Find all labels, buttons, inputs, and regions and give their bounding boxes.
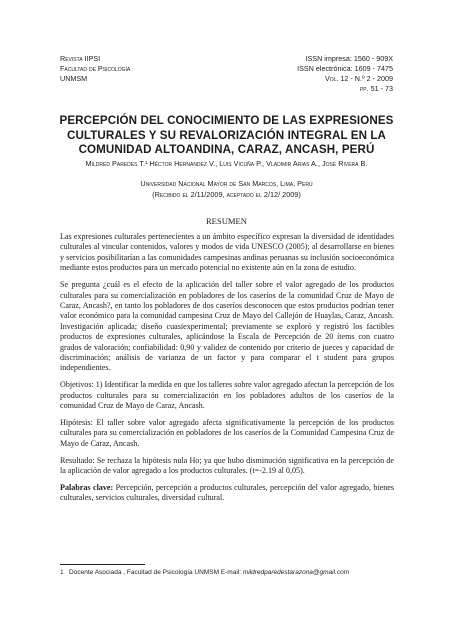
- abstract-paragraph-result: Resultado: Se rechaza la hipótesis nula Ho; ya que hubo disminución significativa en la percepción de la aplicación de valor agregado a los productos culturales. (t=-2.19 al 0,05).: [60, 455, 394, 476]
- keywords-label: Palabras clave:: [60, 483, 114, 493]
- volume-info: Vol. 12 - N.º 2 - 2009: [324, 74, 393, 83]
- received-dates: (Recibido el 2/11/2009, aceptado el 2/12/ 2009): [152, 189, 301, 199]
- footnote-email: mildredparedestarazona@gmail.com: [242, 569, 350, 576]
- abstract-paragraph-hypothesis: Hipótesis: El taller sobre valor agregado afecta significativamente la percepción de los productos culturales para su comercialización en pobladores de los caseríos de la Comunidad Campesina Cruz de Mayo de Caraz, Ancash.: [60, 418, 394, 448]
- affiliation: Universidad Nacional Mayor de San Marcos, Lima, Perú: [140, 179, 313, 188]
- abstract-body: [60, 232, 394, 510]
- keywords-text: Percepción, percepción a productos culturales, percepción del valor agregado, bienes culturales, servicios culturales, diversidad cultural.: [60, 483, 395, 503]
- header-left: [60, 54, 130, 84]
- page-range: pp. 51 - 73: [359, 84, 393, 93]
- footnote: [60, 569, 413, 576]
- keywords: [60, 483, 394, 504]
- abstract-paragraph-method: Se pregunta ¿cuál es el efecto de la aplicación del taller sobre el valor agregado de los productos culturales para su comercialización en pobladores de los caseríos de la comunidad Cruz de Mayo de Caraz, Ancash?, en tanto los pobladores de dos caseríos desconocen que estos productos podrían tener valor económico para la comunidad campesina Cruz de Mayo del Callejón de Huaylas, Caraz, Ancash. Investigación aplicada; diseño cuasiexperimental; previamente se exploró y registró los factibles productos de expresiones culturales, aplicándose la Escala de Percepción de 20 ítems con cuatro grados de valoración; confiabilidad: 0,90 y validez de contenido por criterio de jueces y capacidad de discriminación; análisis de varianza de un factor y para comparar el t student para grupos independientes.: [60, 280, 394, 373]
- affiliation-block: [60, 179, 393, 200]
- abstract-heading: RESUMEN: [205, 216, 248, 226]
- journal-header: [60, 54, 393, 94]
- header-right: [297, 54, 393, 94]
- journal-name: Revista IIPSI: [60, 54, 101, 63]
- footnote-text: Docente Asociada , Facultad de Psicología UNMSM E-mail:: [69, 569, 243, 576]
- author-list: Mildred Paredes T.¹ Héctor Hernández V., Luis Vicuña P., Vladimir Arias A., José Rivera B.: [85, 159, 368, 168]
- title-line-3: COMUNIDAD ALTOANDINA, CARAZ, ANCASH, PERÚ: [78, 143, 375, 156]
- issn-electronic: ISSN electrónica: 1609 - 7475: [297, 64, 393, 73]
- abstract-paragraph-intro: Las expresiones culturales pertenecientes a un ámbito específico expresan la diversidad de identidades culturales al vincular contenidos, valores y modos de vida UNESCO (2005); al desarrollarse en bienes y servicios posibilitarían a las comunidades campesinas andinas peruanas su inclusión socioeconómica mediante estos productos para un mercado potencial no existente aún en la zona de estudio.: [60, 232, 394, 273]
- abstract-paragraph-objectives: Objetivos: 1) Identificar la medida en que los talleres sobre valor agregado afectan la percepción de los productos culturales para su comercialización en los pobladores adultos de los caseríos de la comunidad Cruz de Mayo de Caraz, Ancash.: [60, 380, 394, 411]
- footnote-divider: [60, 564, 145, 565]
- university-name: UNMSM: [60, 74, 88, 83]
- issn-print: ISSN impresa: 1560 - 909X: [305, 54, 393, 63]
- footnote-number: 1: [60, 569, 64, 576]
- paper-title: [58, 114, 395, 158]
- faculty-name: Facultad de Psicología: [60, 64, 131, 73]
- title-line-1: PERCEPCIÓN DEL CONOCIMIENTO DE LAS EXPRESIONES: [59, 114, 394, 127]
- title-line-2: CULTURALES Y SU REVALORIZACIÓN INTEGRAL EN LA: [66, 128, 387, 142]
